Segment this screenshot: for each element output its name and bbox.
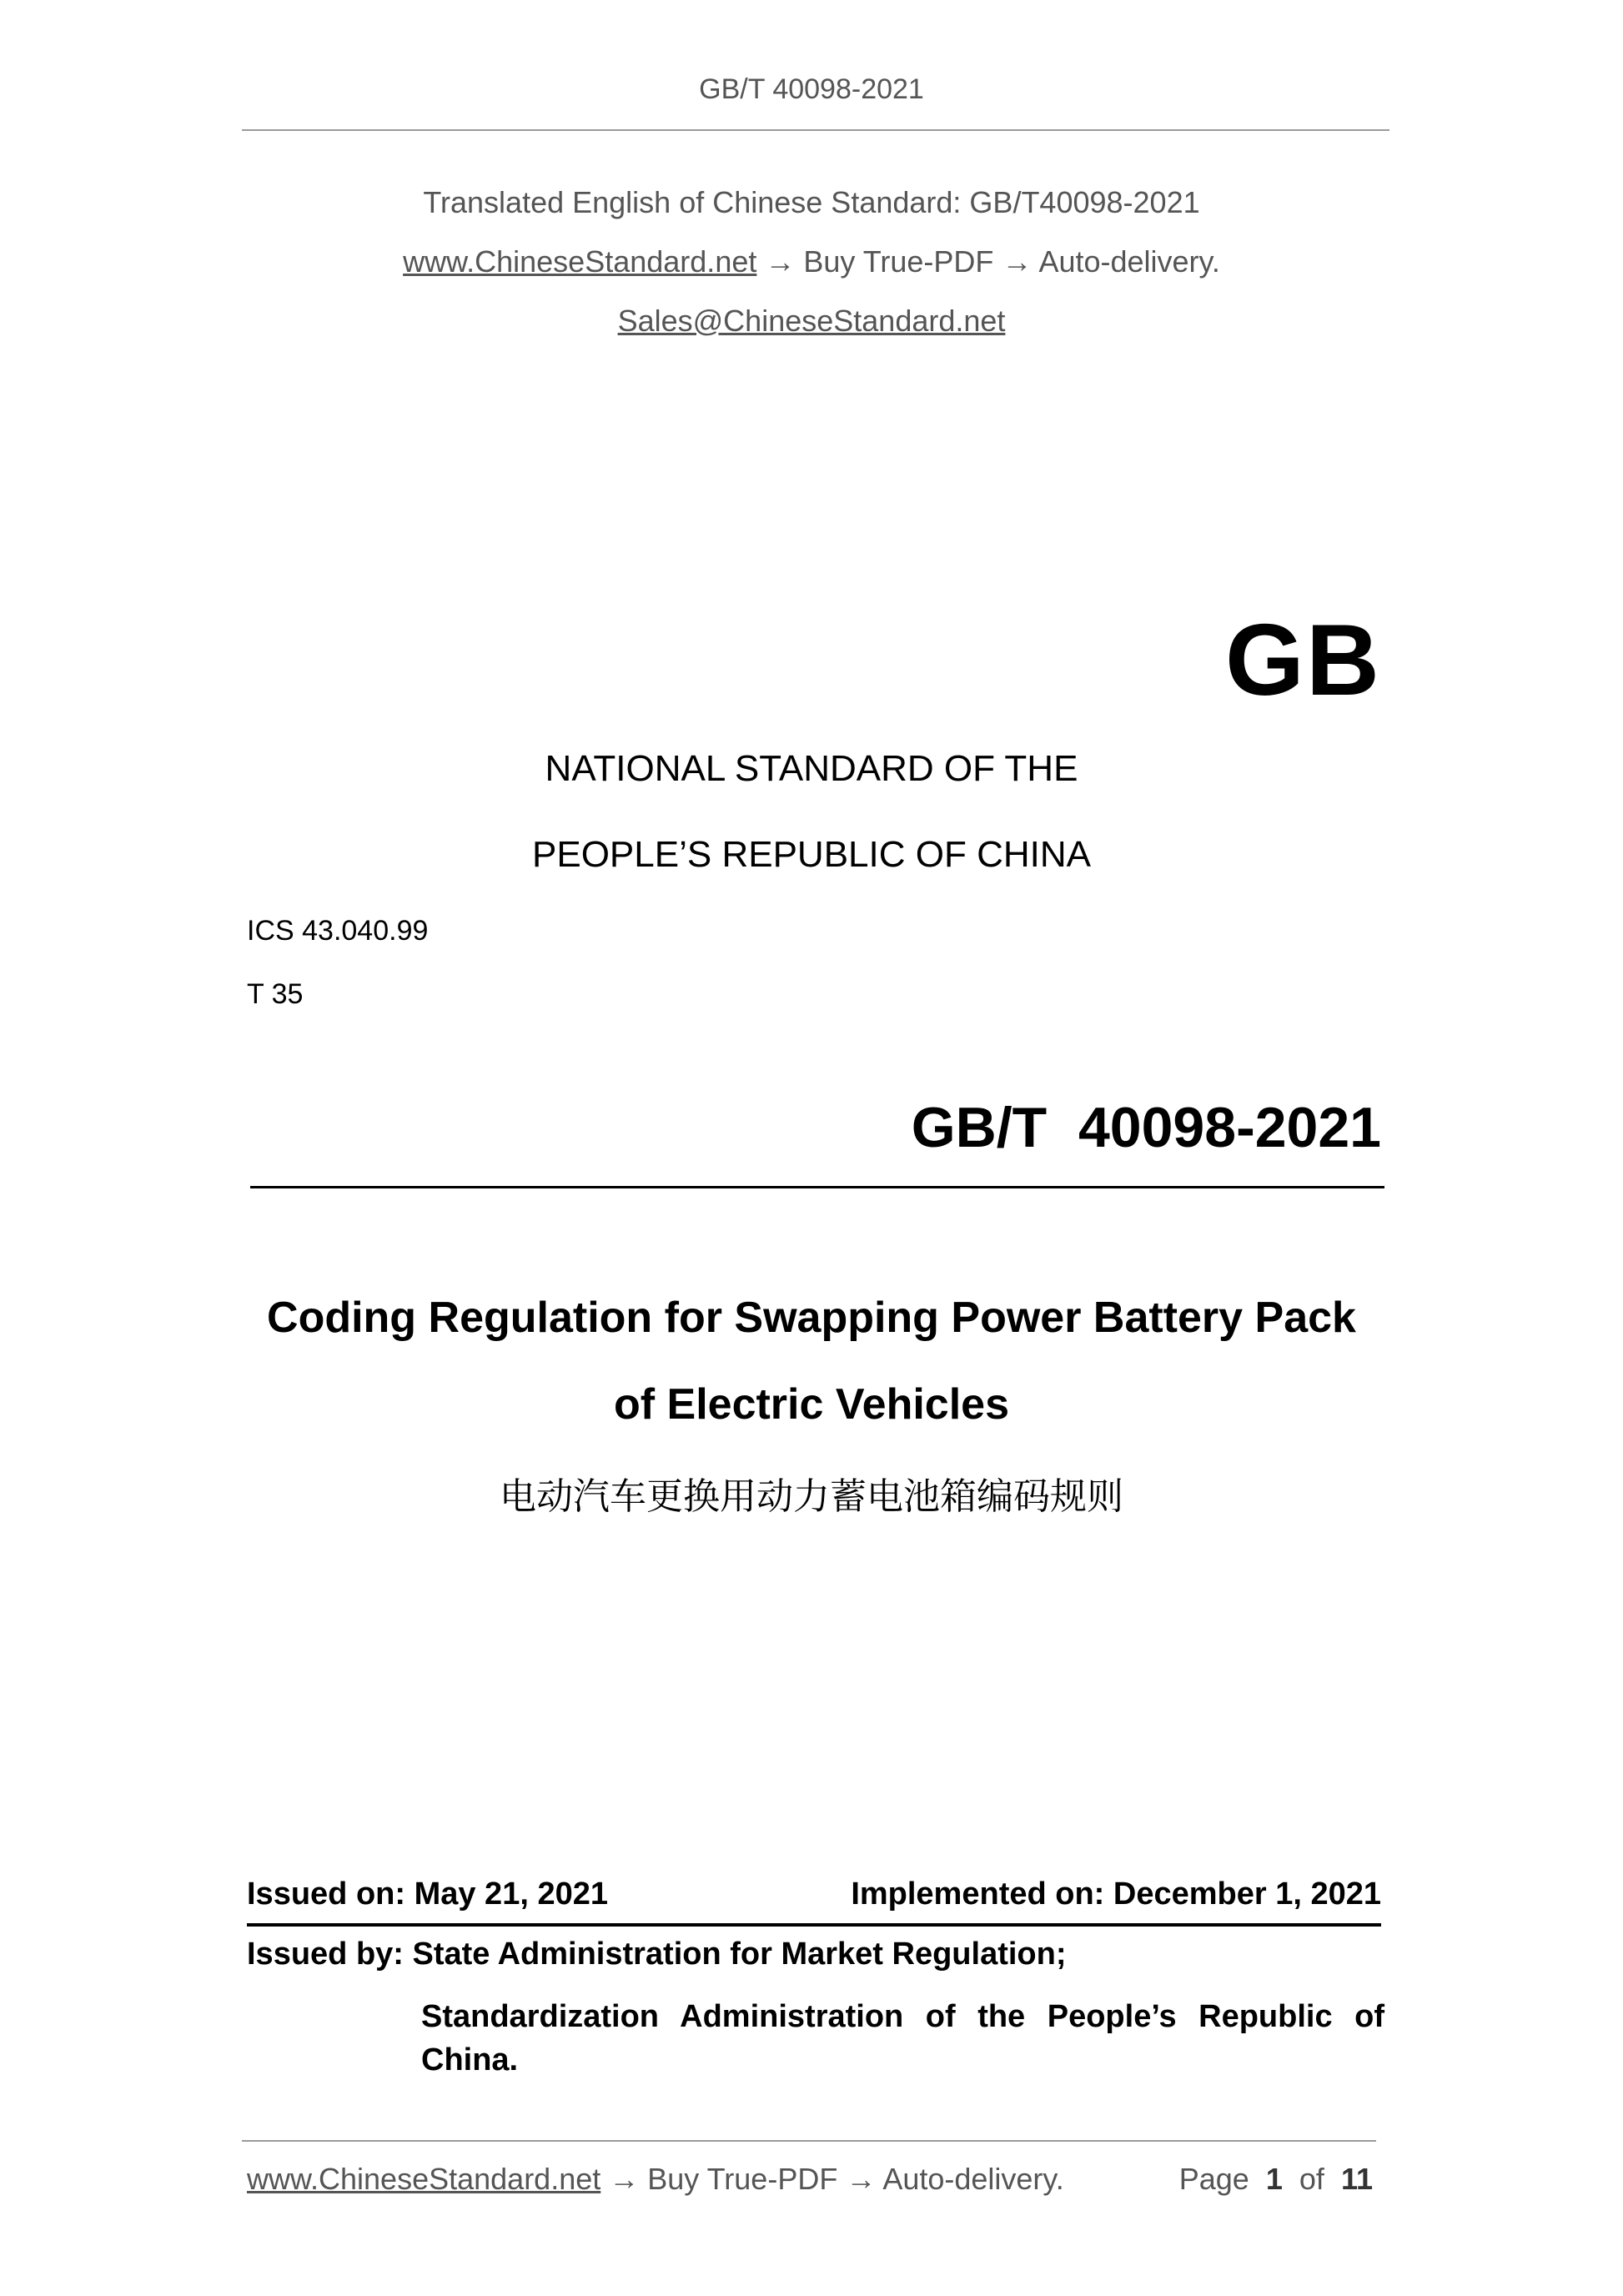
translation-notice: Translated English of Chinese Standard: GB/T40098-2021 <box>423 185 1200 219</box>
footer-notice-text: → Buy True-PDF → Auto-delivery. <box>600 2162 1064 2196</box>
gb-logo: GB <box>1225 603 1381 716</box>
national-standard-line-2: PEOPLE’S REPUBLIC OF CHINA <box>532 834 1091 875</box>
header-divider <box>242 129 1389 131</box>
footer-site-link[interactable]: www.ChineseStandard.net <box>247 2162 601 2196</box>
title-chinese: 电动汽车更换用动力蓄电池箱编码规则 <box>500 1475 1123 1518</box>
issued-by: Issued by: State Administration for Market Regulation; <box>247 1937 1067 1972</box>
footer-divider <box>242 2140 1376 2142</box>
implemented-on-date: Implemented on: December 1, 2021 <box>851 1876 1381 1912</box>
dates-divider <box>247 1923 1381 1927</box>
national-standard-line-1: NATIONAL STANDARD OF THE <box>545 748 1078 789</box>
purchase-notice-text: → Buy True-PDF → Auto-delivery. <box>756 244 1220 279</box>
ics-code: ICS 43.040.99 <box>247 915 429 947</box>
running-header: GB/T 40098-2021 <box>699 73 924 105</box>
page-of-label: of <box>1299 2162 1324 2196</box>
footer-notice <box>247 2162 1064 2197</box>
page-current: 1 <box>1265 2162 1283 2196</box>
sales-email-line <box>0 304 1623 339</box>
ccs-code: T 35 <box>247 978 304 1010</box>
second-issuer: Standardization Administration of the People’s Republic of China. <box>421 1999 1384 2077</box>
page-total: 11 <box>1340 2162 1373 2196</box>
site-link[interactable]: www.ChineseStandard.net <box>403 244 757 279</box>
issued-on-date: Issued on: May 21, 2021 <box>247 1876 608 1912</box>
title-english-line-1: Coding Regulation for Swapping Power Battery Pack <box>267 1294 1356 1342</box>
title-english-line-2: of Electric Vehicles <box>613 1380 1010 1429</box>
page-indicator <box>1179 2162 1373 2197</box>
purchase-notice <box>0 244 1623 279</box>
page-label: Page <box>1178 2162 1249 2196</box>
standard-number-divider <box>250 1186 1384 1188</box>
sales-email-link[interactable]: Sales@ChineseStandard.net <box>617 304 1006 338</box>
standard-number: GB/T 40098-2021 <box>911 1096 1381 1159</box>
